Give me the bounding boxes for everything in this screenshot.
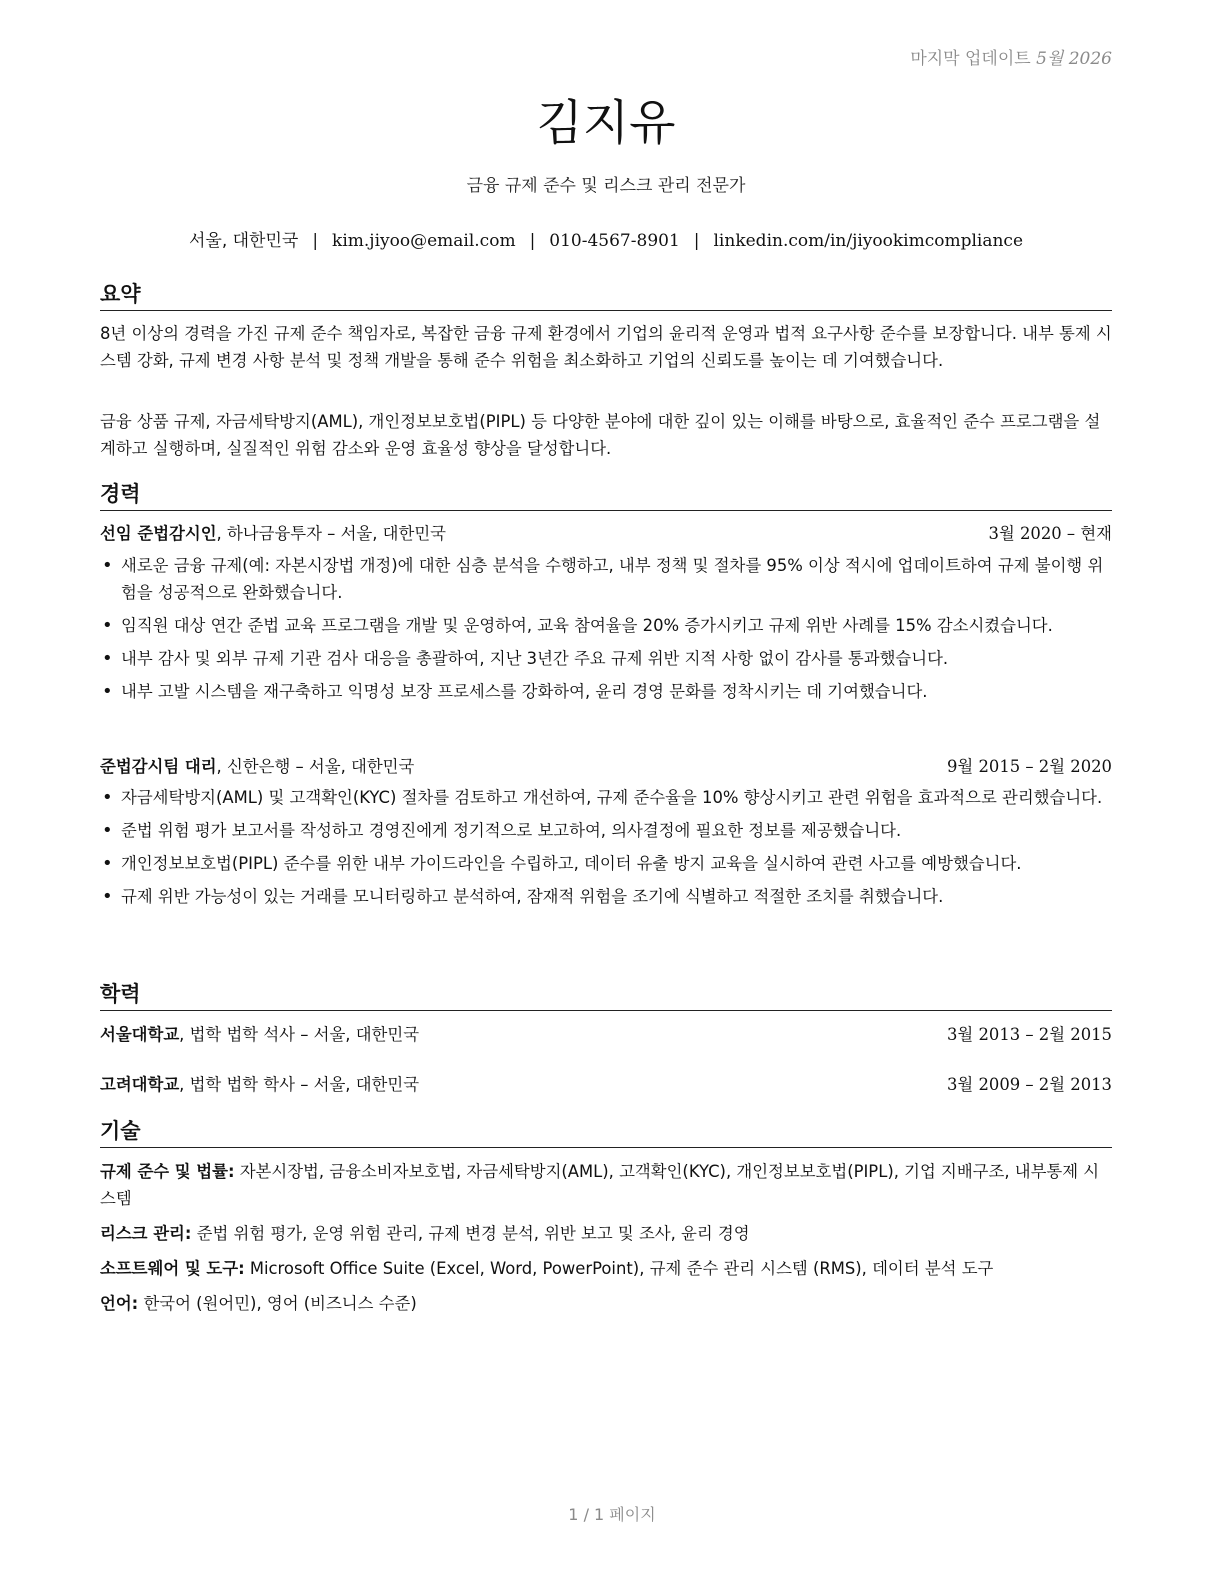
page-number: 1 / 1 페이지 xyxy=(568,1505,656,1524)
list-item: • 임직원 대상 연간 준법 교육 프로그램을 개발 및 운영하여, 교육 참여율을 20% 증가시키고 규제 위반 사례를 15% 감소시켰습니다. xyxy=(100,612,1112,639)
contact-location: 서울, 대한민국 xyxy=(188,231,299,251)
job-bullets-2 xyxy=(100,784,1112,916)
job-role: 선임 준법감시인 xyxy=(100,524,217,543)
last-updated-label: 마지막 업데이트 xyxy=(910,49,1031,69)
skill-value: 준법 위험 평가, 운영 위험 관리, 규제 변경 분석, 위반 보고 및 조사, 윤리 경영 xyxy=(191,1224,750,1243)
last-updated-date: 5월 2026 xyxy=(1036,49,1112,69)
section-title-skills: 기술 xyxy=(100,1115,1112,1148)
last-updated xyxy=(910,44,1112,69)
section-title-education: 학력 xyxy=(100,978,1112,1011)
list-item: • 내부 감사 및 외부 규제 기관 검사 대응을 총괄하여, 지난 3년간 주요 규제 위반 지적 사항 없이 감사를 통과했습니다. xyxy=(100,645,1112,672)
section-title-experience: 경력 xyxy=(100,478,1112,511)
list-item: • 새로운 금융 규제(예: 자본시장법 개정)에 대한 심층 분석을 수행하고, 내부 정책 및 절차를 95% 이상 적시에 업데이트하여 규제 불이행 위험을 성공적으로 완화했습니다. xyxy=(100,552,1112,606)
section-title-summary: 요약 xyxy=(100,278,1112,311)
job-org: , 하나금융투자 – 서울, 대한민국 xyxy=(216,524,447,543)
contact-phone: 010-4567-8901 xyxy=(549,231,680,251)
contact-linkedin[interactable]: linkedin.com/in/jiyookimcompliance xyxy=(713,231,1024,251)
job-header-1 xyxy=(100,522,1112,546)
job-dates: 3월 2020 – 현재 xyxy=(988,524,1112,543)
education-title-line xyxy=(100,1073,419,1097)
skill-row-language xyxy=(100,1290,1112,1317)
skill-row-compliance xyxy=(100,1158,1112,1212)
job-org: , 신한은행 – 서울, 대한민국 xyxy=(216,757,415,776)
list-item: • 규제 위반 가능성이 있는 거래를 모니터링하고 분석하여, 잠재적 위험을 조기에 식별하고 적절한 조치를 취했습니다. xyxy=(100,883,1112,910)
skill-row-software xyxy=(100,1255,1112,1282)
education-title-line xyxy=(100,1023,419,1047)
summary-paragraph-2: 금융 상품 규제, 자금세탁방지(AML), 개인정보보호법(PIPL) 등 다양한 분야에 대한 깊이 있는 이해를 바탕으로, 효율적인 준수 프로그램을 설계하고 실행하며, 실질적인 위험 감소와 운영 효율성 향상을 달성합니다. xyxy=(100,412,1101,458)
contact-email[interactable]: kim.jiyoo@email.com xyxy=(332,231,516,251)
job-title-line xyxy=(100,755,414,779)
job-bullets-1 xyxy=(100,552,1112,711)
contact-separator: | xyxy=(312,231,319,251)
skill-label: 규제 준수 및 법률: xyxy=(100,1162,235,1181)
candidate-headline: 금융 규제 준수 및 리스크 관리 전문가 xyxy=(466,176,746,196)
list-item: • 내부 고발 시스템을 재구축하고 익명성 보장 프로세스를 강화하여, 윤리 경영 문화를 정착시키는 데 기여했습니다. xyxy=(100,678,1112,705)
education-school: 고려대학교 xyxy=(100,1075,180,1094)
skill-label: 소프트웨어 및 도구: xyxy=(100,1259,245,1278)
education-school: 서울대학교 xyxy=(100,1025,180,1044)
list-item: • 준법 위험 평가 보고서를 작성하고 경영진에게 정기적으로 보고하여, 의사결정에 필요한 정보를 제공했습니다. xyxy=(100,817,1112,844)
skill-value: Microsoft Office Suite (Excel, Word, PowerPoint), 규제 준수 관리 시스템 (RMS), 데이터 분석 도구 xyxy=(244,1259,994,1278)
job-dates: 9월 2015 – 2월 2020 xyxy=(947,757,1112,776)
job-header-2 xyxy=(100,755,1112,779)
contact-line xyxy=(100,226,1112,251)
skill-label: 리스크 관리: xyxy=(100,1224,192,1243)
list-item: • 개인정보보호법(PIPL) 준수를 위한 내부 가이드라인을 수립하고, 데이터 유출 방지 교육을 실시하여 관련 사고를 예방했습니다. xyxy=(100,850,1112,877)
education-detail: , 법학 법학 석사 – 서울, 대한민국 xyxy=(179,1025,420,1044)
skill-value: 한국어 (원어민), 영어 (비즈니스 수준) xyxy=(138,1294,417,1313)
job-title-line xyxy=(100,522,446,546)
candidate-name: 김지유 xyxy=(536,95,676,151)
skill-row-risk xyxy=(100,1220,1112,1247)
skill-value: 자본시장법, 금융소비자보호법, 자금세탁방지(AML), 고객확인(KYC), 개인정보보호법(PIPL), 기업 지배구조, 내부통제 시스템 xyxy=(100,1162,1100,1208)
education-dates: 3월 2009 – 2월 2013 xyxy=(947,1075,1112,1094)
job-role: 준법감시팀 대리 xyxy=(100,757,217,776)
contact-separator: | xyxy=(693,231,700,251)
education-item-2 xyxy=(100,1073,1112,1097)
education-dates: 3월 2013 – 2월 2015 xyxy=(947,1025,1112,1044)
list-item: • 자금세탁방지(AML) 및 고객확인(KYC) 절차를 검토하고 개선하여, 규제 준수율을 10% 향상시키고 관련 위험을 효과적으로 관리했습니다. xyxy=(100,784,1112,811)
summary-paragraph-1: 8년 이상의 경력을 가진 규제 준수 책임자로, 복잡한 금융 규제 환경에서 기업의 윤리적 운영과 법적 요구사항 준수를 보장합니다. 내부 통제 시스템 강화, 규제 변경 사항 분석 및 정책 개발을 통해 준수 위험을 최소화하고 기업의 신뢰도를 높이는 데 기여했습니다. xyxy=(100,324,1112,370)
contact-separator: | xyxy=(529,231,536,251)
skill-label: 언어: xyxy=(100,1294,139,1313)
education-item-1 xyxy=(100,1023,1112,1047)
education-detail: , 법학 법학 학사 – 서울, 대한민국 xyxy=(179,1075,420,1094)
